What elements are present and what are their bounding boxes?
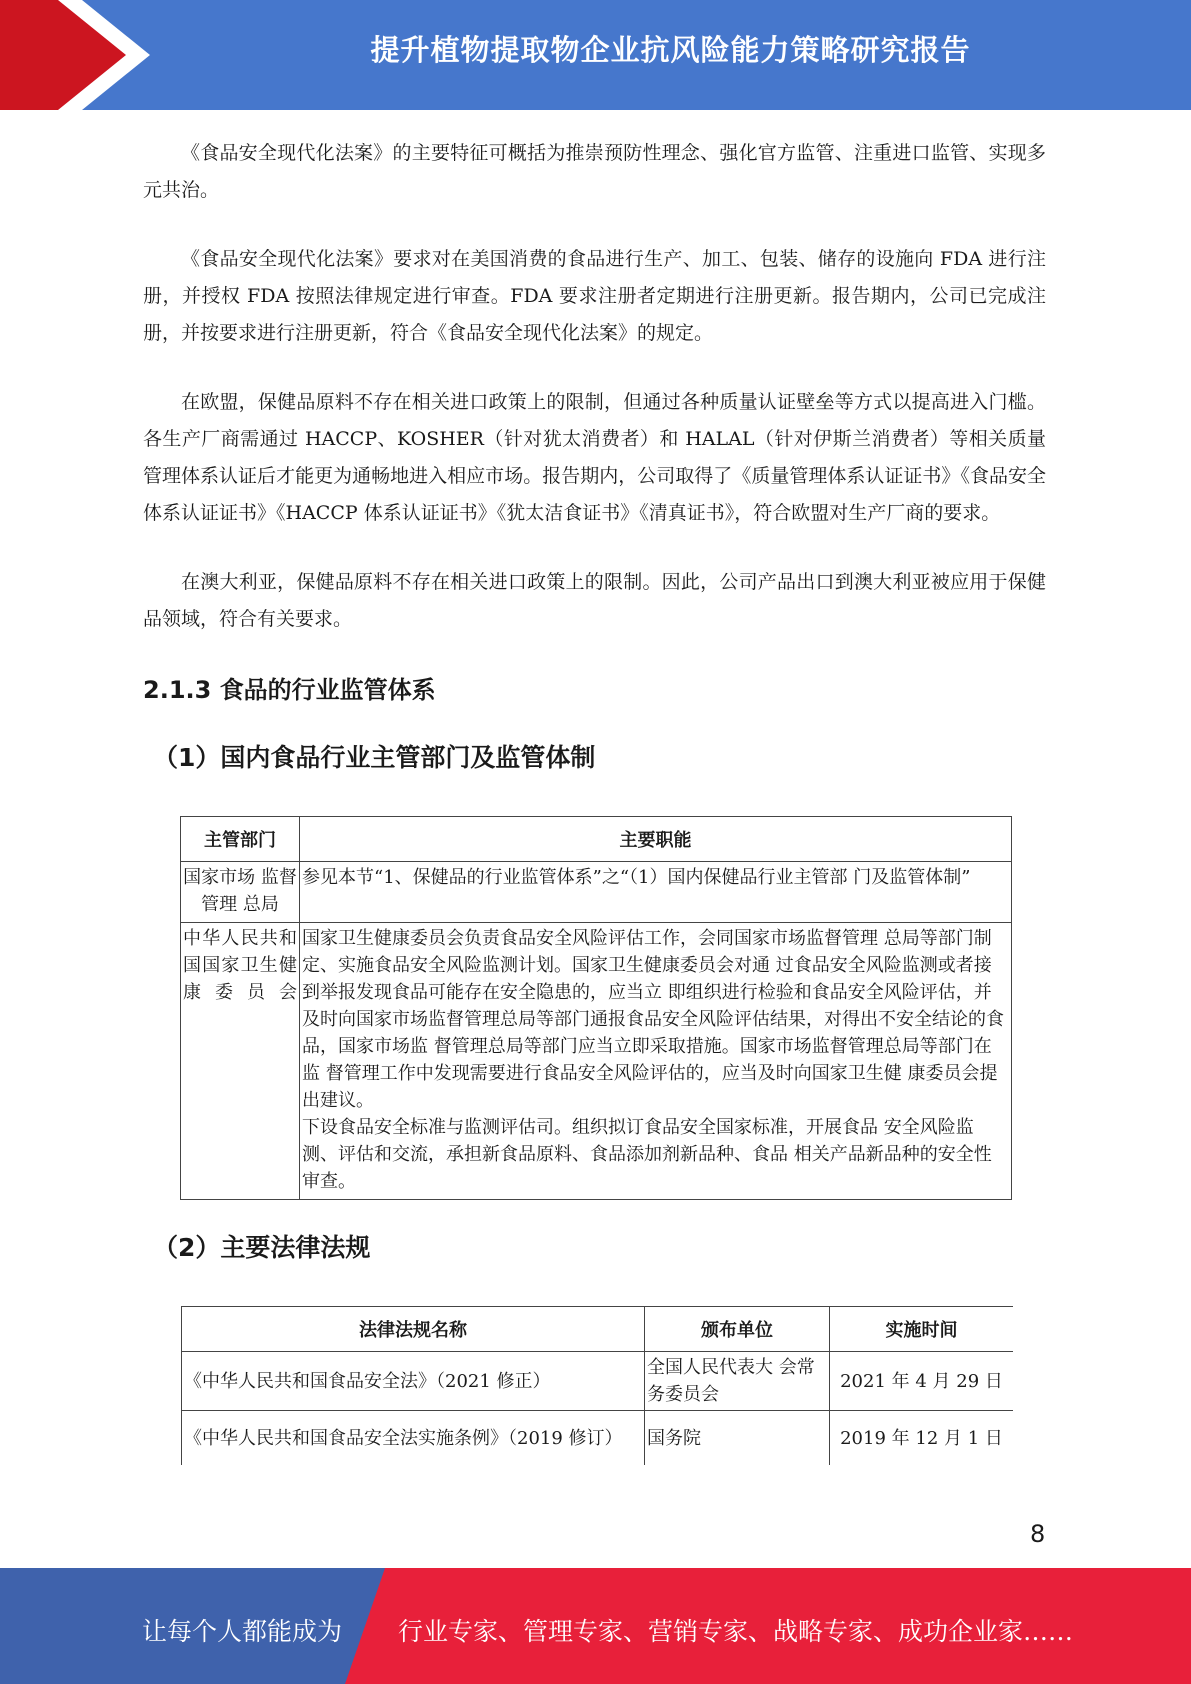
function-text-2: 下设食品安全标准与监测评估司。组织拟订食品安全国家标准，开展食品 安全风险监测、评估和交流，承担新食品原料、食品添加剂新品种、食品 相关产品新品种的安全性审查。 <box>302 1117 992 1192</box>
footer-slogan-left: 让每个人都能成为 <box>142 1617 343 1646</box>
column-header-function: 主要职能 <box>300 817 1012 862</box>
table-row <box>181 923 1012 1200</box>
table-row <box>182 1352 1014 1411</box>
column-header-dept: 主管部门 <box>181 817 300 862</box>
subsection-heading-1: （1）国内食品行业主管部门及监管体制 <box>153 743 596 772</box>
function-cell <box>300 923 1012 1200</box>
table-row <box>182 1411 1014 1466</box>
dept-cell: 中华人民共和国国家卫生健康委员会 <box>181 923 300 1200</box>
issuer-cell: 国务院 <box>645 1411 830 1466</box>
section-heading: 2.1.3 食品的行业监管体系 <box>143 676 436 704</box>
dept-cell: 国家市场 监督管理 总局 <box>181 862 300 923</box>
page-header <box>0 0 1191 110</box>
date-cell: 2019 年 12 月 1 日 <box>830 1411 1014 1466</box>
page-footer <box>0 1568 1191 1684</box>
footer-slogan-right: 行业专家、管理专家、营销专家、战略专家、成功企业家…… <box>398 1617 1074 1646</box>
date-cell: 2021 年 4 月 29 日 <box>830 1352 1014 1411</box>
paragraph-fsma-registration: 《食品安全现代化法案》要求对在美国消费的食品进行生产、加工、包装、储存的设施向 FDA 进行注册，并授权 FDA 按照法律规定进行审查。FDA 要求注册者定期进行注册更新。报告期内，公司已完成注册，并按要求进行注册更新，符合《食品安全现代化法案》的规定。 <box>143 248 1046 344</box>
table-header-row <box>181 817 1012 862</box>
page-number: 8 <box>1030 1520 1046 1548</box>
paragraph-australia: 在澳大利亚，保健品原料不存在相关进口政策上的限制。因此，公司产品出口到澳大利亚被应用于保健品领域，符合有关要求。 <box>143 571 1046 630</box>
column-header-issuer: 颁布单位 <box>645 1307 830 1352</box>
issuer-cell: 全国人民代表大 会常务委员会 <box>645 1352 830 1411</box>
paragraph-fsma-features: 《食品安全现代化法案》的主要特征可概括为推崇预防性理念、强化官方监管、注重进口监管、实现多元共治。 <box>143 142 1046 201</box>
main-content <box>143 135 1046 1465</box>
subsection-heading-2: （2）主要法律法规 <box>153 1233 371 1262</box>
paragraph-eu: 在欧盟，保健品原料不存在相关进口政策上的限制，但通过各种质量认证壁垒等方式以提高进入门槛。各生产厂商需通过 HACCP、KOSHER（针对犹太消费者）和 HALAL（针对伊斯兰消费者）等相关质量管理体系认证后才能更为通畅地进入相应市场。报告期内，公司取得了《质量管理体系认证证书》《食品安全体系认证证书》《HACCP 体系认证证书》《犹太洁食证书》《清真证书》，符合欧盟对生产厂商的要求。 <box>143 391 1046 524</box>
table-header-row <box>182 1307 1014 1352</box>
regulator-table <box>180 816 1012 1200</box>
report-title: 提升植物提取物企业抗风险能力策略研究报告 <box>370 33 971 67</box>
column-header-name: 法律法规名称 <box>182 1307 645 1352</box>
function-cell: 参见本节“1、保健品的行业监管体系”之“（1）国内保健品行业主管部 门及监管体制” <box>300 862 1012 923</box>
laws-table <box>181 1306 1013 1465</box>
table-row <box>181 862 1012 923</box>
law-name-cell: 《中华人民共和国食品安全法实施条例》（2019 修订） <box>182 1411 645 1466</box>
column-header-date: 实施时间 <box>830 1307 1014 1352</box>
function-text: 国家卫生健康委员会负责食品安全风险评估工作，会同国家市场监督管理 总局等部门制定、实施食品安全风险监测计划。国家卫生健康委员会对通 过食品安全风险监测或者接到举报发现食品可能存在安全隐患的，应当立 即组织进行检验和食品安全风险评估，并及时向国家市场监督管理总局等部门通报食品安全风险评估结果，对得出不安全结论的食品，国家市场监 督管理总局等部门应当立即采取措施。国家市场监督管理总局等部门在监 督管理工作中发现需要进行食品安全风险评估的，应当及时向国家卫生健 康委员会提出建议。 <box>302 928 1004 1111</box>
law-name-cell: 《中华人民共和国食品安全法》（2021 修正） <box>182 1352 645 1411</box>
